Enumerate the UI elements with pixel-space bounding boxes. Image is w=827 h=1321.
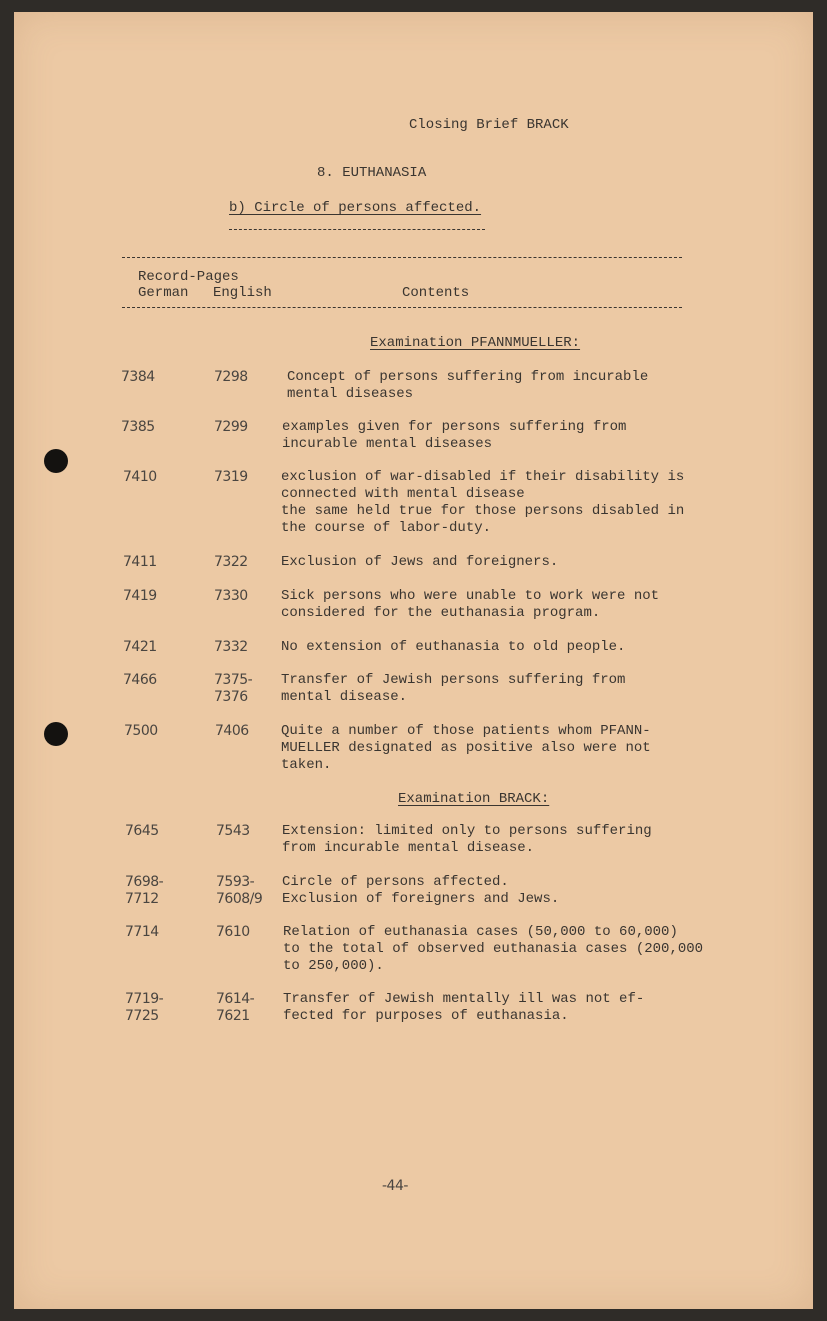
german-page: 7384: [121, 369, 155, 385]
title-underline: [229, 229, 485, 230]
german-page: 7419: [123, 588, 157, 604]
english-page: 7593- 7608/9: [216, 874, 263, 907]
german-page: 7410: [123, 469, 157, 485]
contents-text: Extension: limited only to persons suffering from incurable mental disease.: [282, 823, 652, 856]
column-header-german: German: [138, 285, 189, 301]
german-page: 7500: [124, 723, 158, 739]
english-page: 7406: [215, 723, 249, 739]
german-page: 7714: [125, 924, 159, 940]
punch-hole: [44, 722, 68, 746]
subsection-title: b) Circle of persons affected.: [229, 200, 482, 216]
punch-hole: [44, 449, 68, 473]
contents-text: Concept of persons suffering from incurable mental diseases: [287, 369, 649, 402]
contents-text: No extension of euthanasia to old people.: [281, 639, 626, 655]
english-page: 7610: [216, 924, 250, 940]
contents-text: Sick persons who were unable to work were not considered for the euthanasia program.: [281, 588, 660, 621]
english-page: 7332: [214, 639, 248, 655]
english-page: 7543: [216, 823, 250, 839]
german-page: 7645: [125, 823, 159, 839]
german-page: 7466: [123, 672, 157, 688]
contents-text: examples given for persons suffering from incurable mental diseases: [282, 419, 627, 452]
table-rule-bottom: [122, 307, 682, 308]
contents-text: Transfer of Jewish persons suffering from mental disease.: [281, 672, 626, 705]
contents-text: Quite a number of those patients whom PFANN- MUELLER designated as positive also were not taken.: [281, 723, 651, 773]
english-page: 7299: [214, 419, 248, 435]
column-header-contents: Contents: [402, 285, 470, 301]
examination-heading: Examination BRACK:: [398, 791, 550, 807]
english-page: 7298: [214, 369, 248, 385]
english-page: 7375- 7376: [214, 672, 253, 705]
page-header: Closing Brief BRACK: [409, 117, 569, 133]
german-page: 7719- 7725: [125, 991, 164, 1024]
contents-text: exclusion of war-disabled if their disability is connected with mental disease the same held true for those persons disabled in the course of labor-duty.: [281, 469, 685, 536]
page-number: -44-: [382, 1178, 408, 1194]
german-page: 7411: [123, 554, 157, 570]
german-page: 7698- 7712: [125, 874, 164, 907]
english-page: 7322: [214, 554, 248, 570]
examination-heading: Examination PFANNMUELLER:: [370, 335, 581, 351]
english-page: 7614- 7621: [216, 991, 255, 1024]
contents-text: Relation of euthanasia cases (50,000 to 60,000) to the total of observed euthanasia cases (200,000 to 250,000).: [283, 924, 704, 974]
contents-text: Circle of persons affected. Exclusion of foreigners and Jews.: [282, 874, 560, 907]
column-header-record-pages: Record-Pages: [138, 269, 239, 285]
english-page: 7330: [214, 588, 248, 604]
english-page: 7319: [214, 469, 248, 485]
contents-text: Exclusion of Jews and foreigners.: [281, 554, 559, 570]
table-rule-top: [122, 257, 682, 258]
column-header-english: English: [213, 285, 272, 301]
german-page: 7421: [123, 639, 157, 655]
contents-text: Transfer of Jewish mentally ill was not ef- fected for purposes of euthanasia.: [283, 991, 645, 1024]
section-title: 8. EUTHANASIA: [317, 165, 427, 181]
german-page: 7385: [121, 419, 155, 435]
